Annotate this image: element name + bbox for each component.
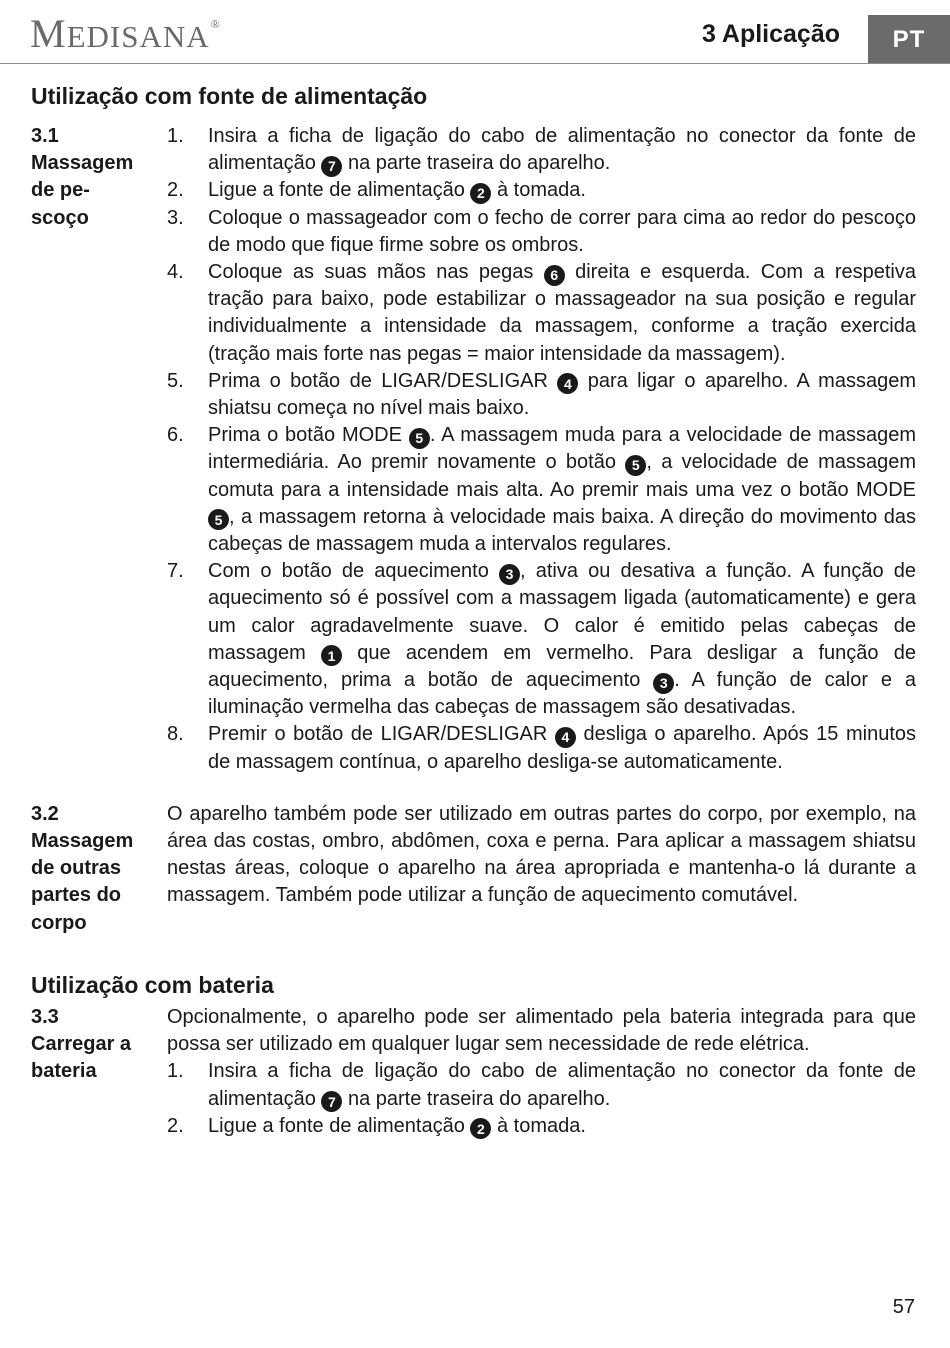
- header-divider: [0, 63, 950, 64]
- list-item: 6. Prima o botão MODE 5 . A massagem muda para a velocidade de massagem intermediária. Ao premir novamente o botão 5 , a velocidade de massagem comuta para a intensidade mais alta. Ao premir mais uma vez o botão MODE 5 , a massagem retorna à velocidade mais baixa. A direção do movimento das cabeças de massagem muda a intervalos regulares.: [167, 424, 916, 556]
- number-badge-icon: 7: [321, 1091, 342, 1112]
- number-badge-icon: 4: [555, 727, 576, 748]
- list-item: 5. Prima o botão de LIGAR/DESLIGAR 4 para ligar o aparelho. A massagem shiatsu começa no nível mais baixo.: [167, 369, 916, 420]
- page-number: 57: [892, 1296, 915, 1318]
- list-item: 8. Premir o botão de LIGAR/DESLIGAR 4 desliga o aparelho. Após 15 minutos de massagem contínua, o aparelho desliga-se automaticamente.: [167, 723, 917, 773]
- subsection-other-body-parts: [31, 801, 916, 937]
- number-badge-icon: 2: [470, 1118, 491, 1139]
- paragraph: Opcionalmente, o aparelho pode ser alimentado pela bateria integrada para que possa ser utilizado em qualquer lugar sem necessidade de rede elétrica.: [167, 1005, 916, 1056]
- number-badge-icon: 5: [409, 428, 430, 449]
- section-heading-battery: Utilização com bateria: [31, 971, 274, 998]
- brand-logo: MEDISANA®: [30, 11, 221, 56]
- subsection-neck-massage: [31, 123, 916, 776]
- list-item: 7. Com o botão de aquecimento 3 , ativa ou desativa a função. A função de aquecimento só é possível com a massagem ligada (automaticamente) e gera um calor agradavelmente suave. O calor é emitido pelas cabeças de massagem 1 que acendem em vermelho. Para desligar a função de aquecimento, prima a botão de aquecimento 3 . A função de calor e a iluminação vermelha das cabeças de massagem são desativadas.: [167, 560, 917, 719]
- page-header: [0, 0, 950, 66]
- list-item: 4. Coloque as suas mãos nas pegas 6 direita e esquerda. Com a respetiva tração para baixo, pode estabilizar o massageador na sua posição e regular individualmente a intensidade da massagem, conforme a tração exercida (tração mais forte nas pegas = maior intensidade da massagem).: [167, 261, 916, 365]
- list-item: 1. Insira a ficha de ligação do cabo de alimentação no conector da fonte de alimentação 7 na parte traseira do aparelho.: [167, 1058, 916, 1112]
- paragraph: O aparelho também pode ser utilizado em outras partes do corpo, por exemplo, na área das costas, ombro, abdômen, coxa e perna. Para aplicar a massagem shiatsu nestas áreas, coloque o aparelho na área apropriada e mantenha-o lá durante a massagem. Também pode utilizar a função de aquecimento comutável.: [167, 802, 916, 907]
- number-badge-icon: 4: [557, 373, 578, 394]
- list-item: 1. Insira a ficha de ligação do cabo de alimentação no conector da fonte de alimentação 7 na parte traseira do aparelho.: [167, 123, 916, 177]
- number-badge-icon: 2: [470, 183, 491, 204]
- number-badge-icon: 5: [625, 455, 646, 476]
- subsection-label: 3.2 Massagem de outras partes do corpo: [31, 802, 134, 934]
- subsection-label: 3.3 Carregar a bateria: [31, 1005, 132, 1083]
- number-badge-icon: 1: [321, 645, 342, 666]
- number-badge-icon: 3: [653, 673, 674, 694]
- chapter-title: 3 Aplicação: [701, 20, 840, 48]
- language-tab: PT: [868, 15, 950, 64]
- subsection-charge-battery: [31, 1004, 916, 1140]
- section-heading-power-supply: Utilização com fonte de alimentação: [31, 83, 428, 109]
- list-item: 3. Coloque o massageador com o fecho de correr para cima ao redor do pescoço de modo que fique firme sobre os ombros.: [167, 206, 916, 256]
- steps-list: [167, 123, 916, 776]
- number-badge-icon: 5: [208, 509, 229, 530]
- number-badge-icon: 7: [321, 156, 342, 177]
- page-content: [31, 80, 916, 1140]
- list-item: 2. Ligue a fonte de alimentação 2 à tomada.: [167, 1113, 916, 1140]
- subsection-label: 3.1 Massagem de pe- scoço: [31, 125, 134, 229]
- number-badge-icon: 6: [544, 265, 565, 286]
- list-item: 2. Ligue a fonte de alimentação 2 à tomada.: [167, 177, 916, 204]
- number-badge-icon: 3: [499, 564, 520, 585]
- steps-list: [167, 1058, 916, 1140]
